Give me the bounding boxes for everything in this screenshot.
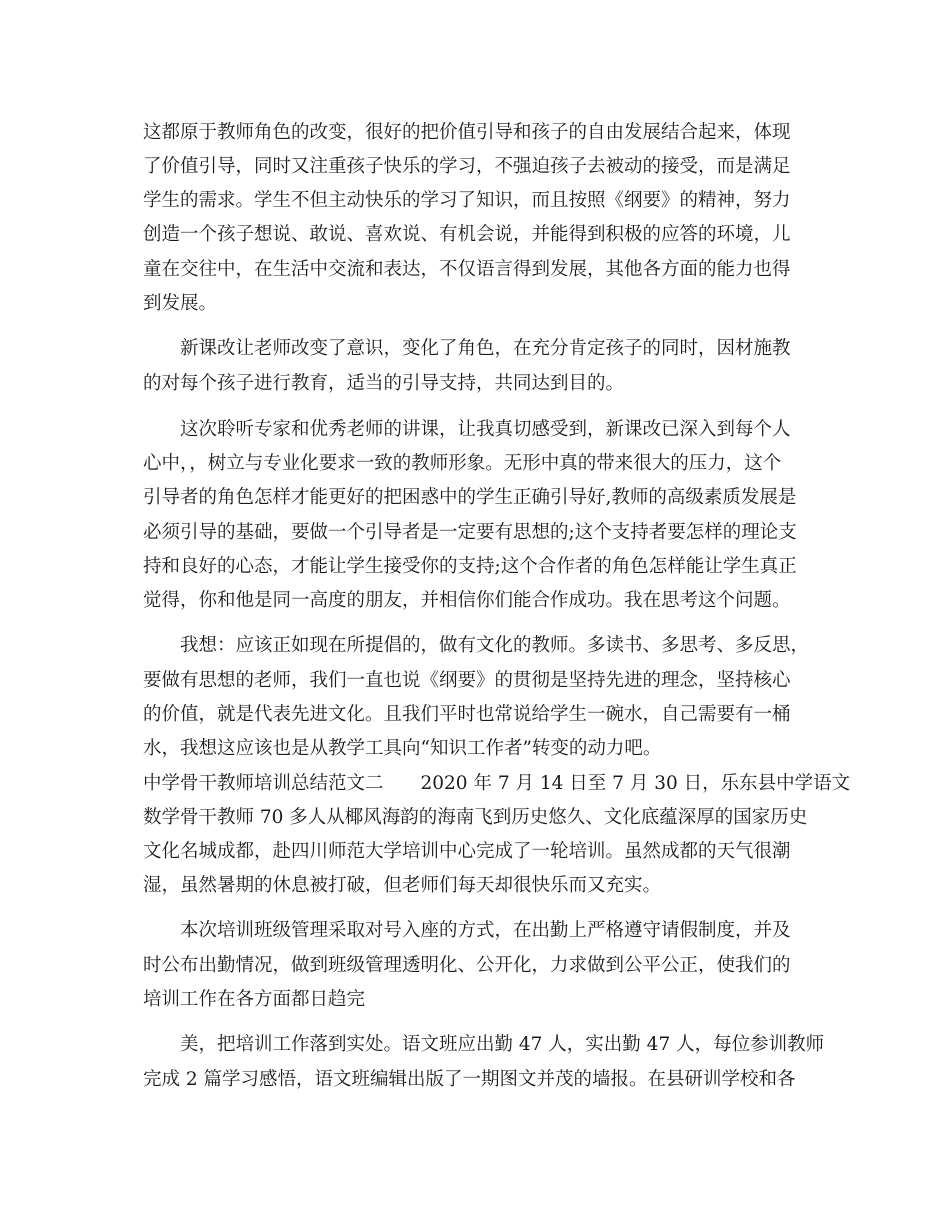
- text-line: 湿，虽然暑期的休息被打破，但老师们每天却很快乐而又充实。: [143, 875, 662, 896]
- text-line: 完成 2 篇学习感悟，语文班编辑出版了一期图文并茂的墙报。在县研训学校和各: [143, 1069, 796, 1090]
- text-line: 要做有思想的老师，我们一直也说《纲要》的贯彻是坚持先进的理念，坚持核心: [143, 670, 791, 691]
- paragraph-first-line: 本次培训班级管理采取对号入座的方式，在出勤上严格遵守请假制度，并及: [180, 920, 791, 941]
- text-line: 了价值引导，同时又注重孩子快乐的学习，不强迫孩子去被动的接受，而是满足: [143, 156, 791, 177]
- text-line: 引导者的角色怎样才能更好的把困惑中的学生正确引导好,教师的高级素质发展是: [143, 487, 797, 508]
- text-line: 培训工作在各方面都日趋完: [143, 989, 366, 1010]
- text-line: 持和良好的心态，才能让学生接受你的支持;这个合作者的角色怎样能让学生真正: [143, 556, 797, 577]
- text-line: 水，我想这应该也是从教学工具向“知识工作者”转变的动力吧。: [143, 738, 662, 759]
- text-line: 数学骨干教师 70 多人从椰风海韵的海南飞到历史悠久、文化底蕴深厚的国家历史: [143, 807, 808, 828]
- section-heading-line: 中学骨干教师培训总结范文二 2020 年 7 月 14 日至 7 月 30 日，乐东县中学语文: [143, 773, 851, 794]
- text-line: 心中，，树立与专业化要求一致的教师形象。无形中真的带来很大的压力，这个: [143, 453, 782, 474]
- text-line: 必须引导的基础，要做一个引导者是一定要有思想的;这个支持者要怎样的理论支: [143, 522, 797, 543]
- text-line: 学生的需求。学生不但主动快乐的学习了知识，而且按照《纲要》的精神，努力: [143, 190, 791, 211]
- text-line: 到发展。: [143, 293, 218, 314]
- paragraph-first-line: 我想：应该正如现在所提倡的，做有文化的教师。多读书、多思考、多反思，: [180, 635, 810, 656]
- text-line: 的对每个孩子进行教育，适当的引导支持，共同达到目的。: [143, 373, 625, 394]
- text-line: 时公布出勤情况，做到班级管理透明化、公开化，力求做到公平公正，使我们的: [143, 955, 791, 976]
- text-line: 文化名城成都，赴四川师范大学培训中心完成了一轮培训。虽然成都的天气很潮: [143, 841, 791, 862]
- text-line: 创造一个孩子想说、敢说、喜欢说、有机会说，并能得到积极的应答的环境，儿: [143, 224, 791, 245]
- paragraph-first-line: 美，把培训工作落到实处。语文班应出勤 47 人，实出勤 47 人，每位参训教师: [180, 1034, 825, 1055]
- text-line: 觉得，你和他是同一高度的朋友，并相信你们能合作成功。我在思考这个问题。: [143, 590, 791, 611]
- text-line: 这都原于教师角色的改变，很好的把价值引导和孩子的自由发展结合起来，体现: [143, 122, 791, 143]
- text-line: 的价值，就是代表先进文化。且我们平时也常说给学生一碗水，自己需要有一桶: [143, 704, 791, 725]
- paragraph-first-line: 这次聆听专家和优秀老师的讲课，让我真切感受到，新课改已深入到每个人: [180, 419, 791, 440]
- text-line: 童在交往中，在生活中交流和表达，不仅语言得到发展，其他各方面的能力也得: [143, 259, 791, 280]
- paragraph-first-line: 新课改让老师改变了意识，变化了角色，在充分肯定孩子的同时，因材施教: [180, 338, 791, 359]
